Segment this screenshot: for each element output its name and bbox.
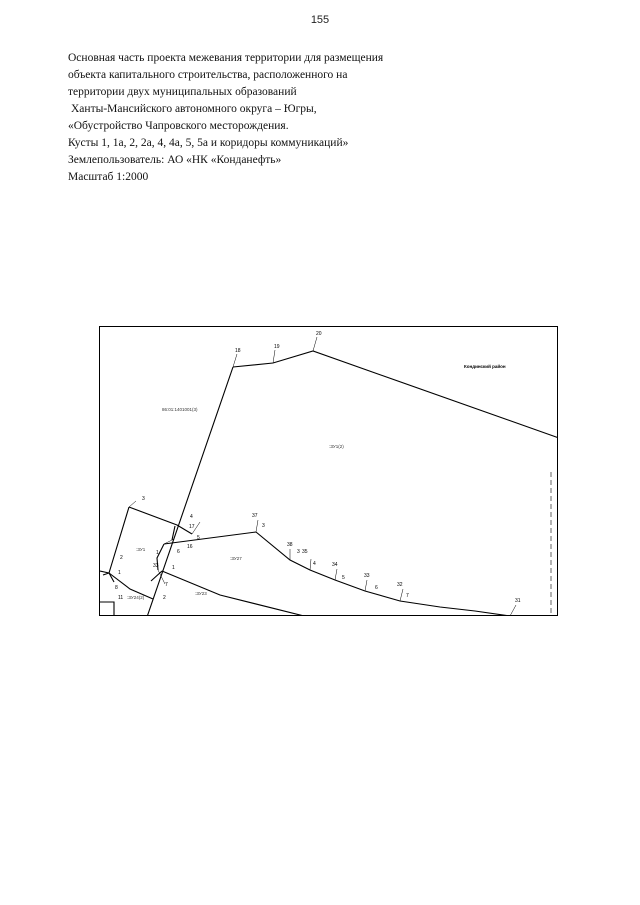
point-label: 17: [189, 524, 195, 530]
point-label: 34: [332, 562, 338, 568]
point-label: 16: [187, 544, 193, 550]
header-line: Кусты 1, 1а, 2, 2а, 4, 4а, 5, 5а и коридоры коммуникаций»: [68, 137, 349, 149]
parcel-label: :ЗУ1(2): [329, 444, 344, 449]
point-label: 3: [142, 496, 145, 502]
parcel-label: :ЗУ23: [195, 591, 207, 596]
point-label: 38: [287, 542, 293, 548]
parcel-label: 86:01:1401001(3): [162, 407, 198, 412]
point-label: 2: [163, 595, 166, 601]
boundary-line: [162, 571, 308, 616]
boundary-line: [100, 602, 114, 616]
parcel-label: :ЗУ27: [230, 556, 242, 561]
point-label: 5: [197, 535, 200, 541]
boundary-line: [129, 507, 192, 534]
point-label: 3: [262, 523, 265, 529]
map-drawing: [100, 327, 558, 616]
boundary-line: [233, 351, 558, 438]
point-label: 11: [118, 595, 124, 601]
header-line: объекта капитального строительства, расположенного на: [68, 69, 348, 81]
point-label: 7: [406, 593, 409, 599]
scale-line: Масштаб 1:2000: [68, 171, 149, 183]
header-line: Землепользователь: АО «НК «Конданефть»: [68, 154, 282, 166]
page-number: 155: [310, 14, 330, 26]
point-label: 2: [120, 555, 123, 561]
boundary-line: [164, 532, 256, 544]
point-label: 3: [297, 549, 300, 555]
point-label: 8: [115, 585, 118, 591]
point-label: 4: [190, 514, 193, 520]
point-label: 7: [165, 582, 168, 588]
parcel-label: :ЗУ1: [136, 547, 146, 552]
point-label: 20: [316, 331, 322, 337]
point-label: 1: [172, 565, 175, 571]
point-label: 32: [397, 582, 403, 588]
point-label: 35: [302, 549, 308, 555]
point-label: 18: [235, 348, 241, 354]
point-label: 6: [177, 549, 180, 555]
header-line: территории двух муниципальных образований: [68, 86, 297, 98]
cadastral-map: [99, 326, 558, 616]
point-label: 5: [342, 575, 345, 581]
boundary-lines: [100, 351, 558, 616]
point-label: 1: [118, 570, 121, 576]
point-label: 37: [252, 513, 258, 519]
document-header: [68, 50, 488, 186]
point-label: 31: [515, 598, 521, 604]
boundary-line: [103, 507, 129, 575]
point-label: 1: [156, 550, 159, 556]
boundary-line: [100, 571, 109, 573]
point-label: 6: [375, 585, 378, 591]
point-label: 4: [313, 561, 316, 567]
header-line: Ханты-Мансийского автономного округа – Югры,: [71, 103, 317, 115]
parcel-label: :ЗУ24(2): [127, 595, 145, 600]
point-label: 33: [153, 563, 159, 569]
boundary-line: [147, 367, 233, 616]
point-label: 19: [274, 344, 280, 350]
region-label: Кондинский район: [464, 364, 506, 369]
boundary-line: [256, 532, 510, 616]
leader-lines: [129, 337, 516, 616]
header-line: «Обустройство Чапровского месторождения.: [68, 120, 289, 132]
header-line: Основная часть проекта межевания территории для размещения: [68, 52, 384, 64]
point-label: 33: [364, 573, 370, 579]
